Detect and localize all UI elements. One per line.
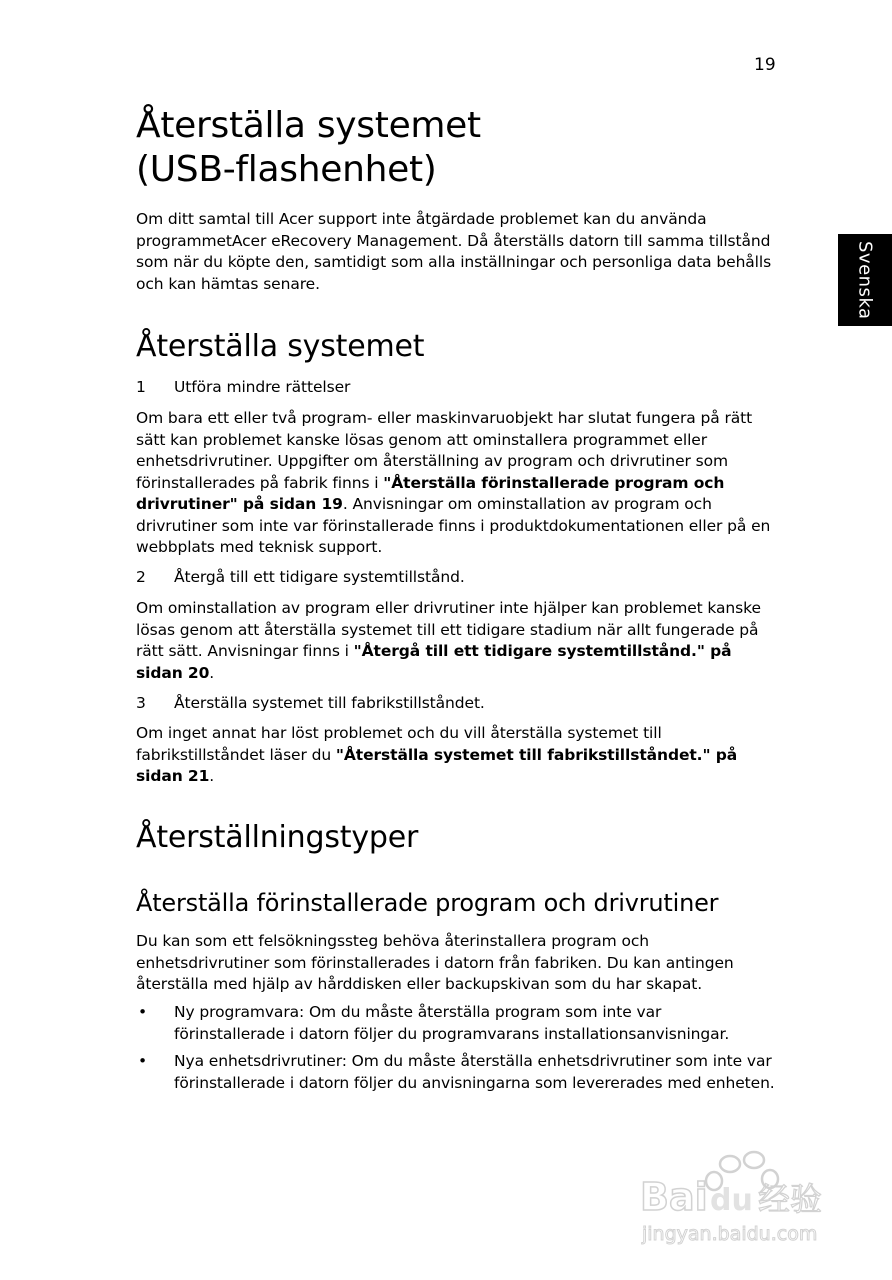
page-title-line1: Återställa systemet <box>136 105 481 146</box>
bullet-text: Nya enhetsdrivrutiner: Om du måste återställa enhetsdrivrutiner som inte var förinstallerade i datorn följer du anvisningarna som levererades med enheten. <box>174 1052 775 1092</box>
step-1-number: 1 <box>136 378 146 396</box>
bullet-text: Ny programvara: Om du måste återställa program som inte var förinstallerade i datorn följer du programvarans installationsanvisningar. <box>174 1003 730 1043</box>
language-tab <box>838 234 892 326</box>
intro-paragraph: Om ditt samtal till Acer support inte åtgärdade problemet kan du använda programmetAcer eRecovery Management. Då återställs datorn till samma tillstånd som när du köpte den, samtidigt som alla inställningar och personliga data behålls och kan hämtas senare. <box>136 210 772 293</box>
watermark-brand-right: du <box>710 1183 753 1218</box>
watermark-brand-left: Bai <box>640 1175 708 1219</box>
step-2-number: 2 <box>136 568 146 586</box>
baidu-jingyan-watermark <box>640 1148 840 1250</box>
bullet-icon: • <box>138 1003 148 1021</box>
page-title <box>136 104 481 192</box>
step-1-link[interactable]: "Återställa förinstallerade program och drivrutiner" på sidan 19 <box>136 473 725 513</box>
watermark-url: jingyan.baidu.com <box>642 1223 818 1245</box>
language-tab-label: Svenska <box>854 240 876 320</box>
step-3-paragraph: Om inget annat har löst problemet och du vill återställa systemet till fabrikstillståndet läser du "Återställa systemet till fabrikstillståndet." på sidan 21. <box>136 724 738 785</box>
page-number: 19 <box>754 55 776 75</box>
step-3-number: 3 <box>136 694 146 712</box>
step-2-link[interactable]: "Återgå till ett tidigare systemtillstånd." på sidan 20 <box>136 642 732 682</box>
bullet-item <box>136 1002 776 1045</box>
bullet-item <box>136 1051 776 1094</box>
step-1-label: Utföra mindre rättelser <box>174 378 351 396</box>
section-heading-restore-types: Återställningstyper <box>136 820 419 855</box>
step-1-paragraph: Om bara ett eller två program- eller maskinvaruobjekt har slutat fungera på rätt sätt kan problemet kanske lösas genom att ominstallera programmet eller enhetsdrivrutiner. Uppgifter om återställning av program och drivrutiner som förinstallerades på fabrik finns i "Återställa förinstallerade program och drivrutiner" på sidan 19. Anvisningar om ominstallation av program och drivrutiner som inte var förinstallerade finns i produktdokumentationen eller på en webbplats med teknisk support. <box>136 409 771 556</box>
subheading-preinstalled: Återställa förinstallerade program och drivrutiner <box>136 889 719 917</box>
step-2-paragraph: Om ominstallation av program eller drivrutiner inte hjälper kan problemet kanske lösas genom att återställa systemet till ett tidigare stadium när allt fungerade på rätt sätt. Anvisningar finns i "Återgå till ett tidigare systemtillstånd." på sidan 20. <box>136 599 761 682</box>
bullet-icon: • <box>138 1052 148 1070</box>
step-2-label: Återgå till ett tidigare systemtillstånd. <box>174 568 465 586</box>
preinstalled-paragraph: Du kan som ett felsökningssteg behöva återinstallera program och enhetsdrivrutiner som förinstallerades i datorn från fabriken. Du kan antingen återställa med hjälp av hårddisken eller backupskivan som du har skapat. <box>136 932 734 993</box>
section-heading-restore: Återställa systemet <box>136 329 425 364</box>
step-3-label: Återställa systemet till fabrikstillståndet. <box>174 694 485 712</box>
page-title-line2: (USB-flashenhet) <box>136 149 437 190</box>
watermark-brand-cn: 经验 <box>758 1180 823 1218</box>
step-3-link[interactable]: "Återställa systemet till fabrikstillståndet." på sidan 21 <box>136 745 738 785</box>
